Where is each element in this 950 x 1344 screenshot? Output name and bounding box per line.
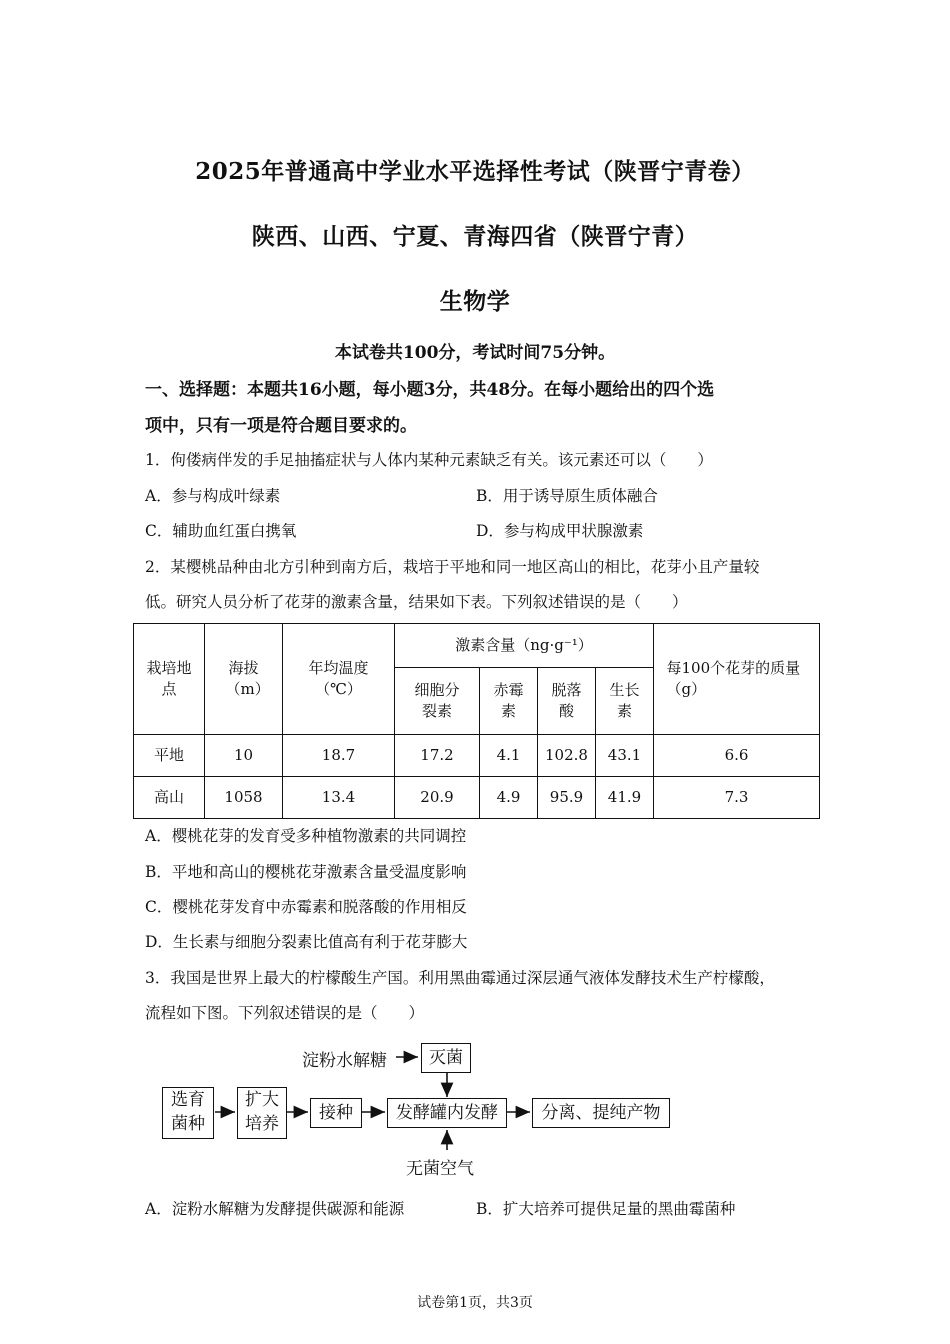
exam-subtitle: 陕西、山西、宁夏、青海四省（陕晋宁青） — [251, 223, 699, 250]
q2-option-c: C．樱桃花芽发育中赤霉素和脱落酸的作用相反 — [145, 898, 467, 916]
flow-sterile-air-label: 无菌空气 — [406, 1159, 474, 1179]
section-heading-line1: 一、选择题：本题共16小题，每小题3分，共48分。在每小题给出的四个选 — [145, 380, 715, 400]
header-site: 栽培地点 — [134, 624, 205, 735]
flow-inoculate-box: 接种 — [310, 1098, 362, 1128]
cell: 17.2 — [395, 735, 480, 777]
q2-stem-line2: 低。研究人员分析了花芽的激素含量，结果如下表。下列叙述错误的是（ ） — [145, 593, 688, 611]
cell: 18.7 — [283, 735, 395, 777]
header-hormone: 激素含量（ng·g⁻¹） — [395, 624, 654, 668]
exam-title: 2025年普通高中学业水平选择性考试（陕晋宁青卷） — [195, 158, 755, 185]
page-footer: 试卷第1页，共3页 — [417, 1295, 533, 1311]
header-auxin: 生长素 — [596, 668, 654, 735]
cell: 4.9 — [480, 777, 538, 819]
q3-option-a: A．淀粉水解糖为发酵提供碳源和能源 — [145, 1200, 405, 1218]
q3-option-b: B．扩大培养可提供足量的黑曲霉菌种 — [476, 1200, 736, 1218]
flow-starch-label: 淀粉水解糖 — [302, 1051, 387, 1071]
q2-stem-line1: 2．某樱桃品种由北方引种到南方后，栽培于平地和同一地区高山的相比，花芽小且产量较 — [145, 558, 760, 576]
cell: 平地 — [134, 735, 205, 777]
q2-option-b: B．平地和高山的樱桃花芽激素含量受温度影响 — [145, 863, 467, 881]
flow-fermenter-box: 发酵罐内发酵 — [387, 1098, 507, 1128]
cell: 20.9 — [395, 777, 480, 819]
cell: 102.8 — [538, 735, 596, 777]
q1-stem: 1．佝偻病伴发的手足抽搐症状与人体内某种元素缺乏有关。该元素还可以（ ） — [145, 451, 713, 469]
flow-sterilize-box: 灭菌 — [421, 1043, 471, 1073]
exam-intro: 本试卷共100分，考试时间75分钟。 — [334, 343, 616, 363]
q3-stem-line2: 流程如下图。下列叙述错误的是（ ） — [145, 1004, 425, 1022]
q1-option-c: C．辅助血红蛋白携氧 — [145, 522, 297, 540]
flow-select-strain-box: 选育 菌种 — [162, 1087, 214, 1139]
flow-expand-culture-box: 扩大 培养 — [237, 1087, 287, 1139]
q1-option-a: A．参与构成叶绿素 — [145, 487, 281, 505]
flow-separate-box: 分离、提纯产物 — [532, 1098, 670, 1128]
cell: 4.1 — [480, 735, 538, 777]
cell: 1058 — [205, 777, 283, 819]
header-temperature: 年均温度（℃） — [283, 624, 395, 735]
cell: 7.3 — [654, 777, 820, 819]
header-abscisic-acid: 脱落酸 — [538, 668, 596, 735]
subject-title: 生物学 — [439, 288, 511, 315]
q2-option-d: D．生长素与细胞分裂素比值高有利于花芽膨大 — [145, 933, 468, 951]
cell: 6.6 — [654, 735, 820, 777]
q2-option-a: A．樱桃花芽的发育受多种植物激素的共同调控 — [145, 827, 467, 845]
section-heading-line2: 项中，只有一项是符合题目要求的。 — [145, 416, 417, 436]
header-gibberellin: 赤霉素 — [480, 668, 538, 735]
header-bud-mass: 每100个花芽的质量（g） — [654, 624, 820, 735]
cell: 95.9 — [538, 777, 596, 819]
cell: 高山 — [134, 777, 205, 819]
cell: 43.1 — [596, 735, 654, 777]
cell: 10 — [205, 735, 283, 777]
q1-option-d: D．参与构成甲状腺激素 — [476, 522, 644, 540]
q1-option-b: B．用于诱导原生质体融合 — [476, 487, 658, 505]
cell: 41.9 — [596, 777, 654, 819]
cell: 13.4 — [283, 777, 395, 819]
q3-stem-line1: 3．我国是世界上最大的柠檬酸生产国。利用黑曲霉通过深层通气液体发酵技术生产柠檬酸， — [145, 969, 775, 987]
header-cytokinin: 细胞分裂素 — [395, 668, 480, 735]
header-altitude: 海拔（m） — [205, 624, 283, 735]
